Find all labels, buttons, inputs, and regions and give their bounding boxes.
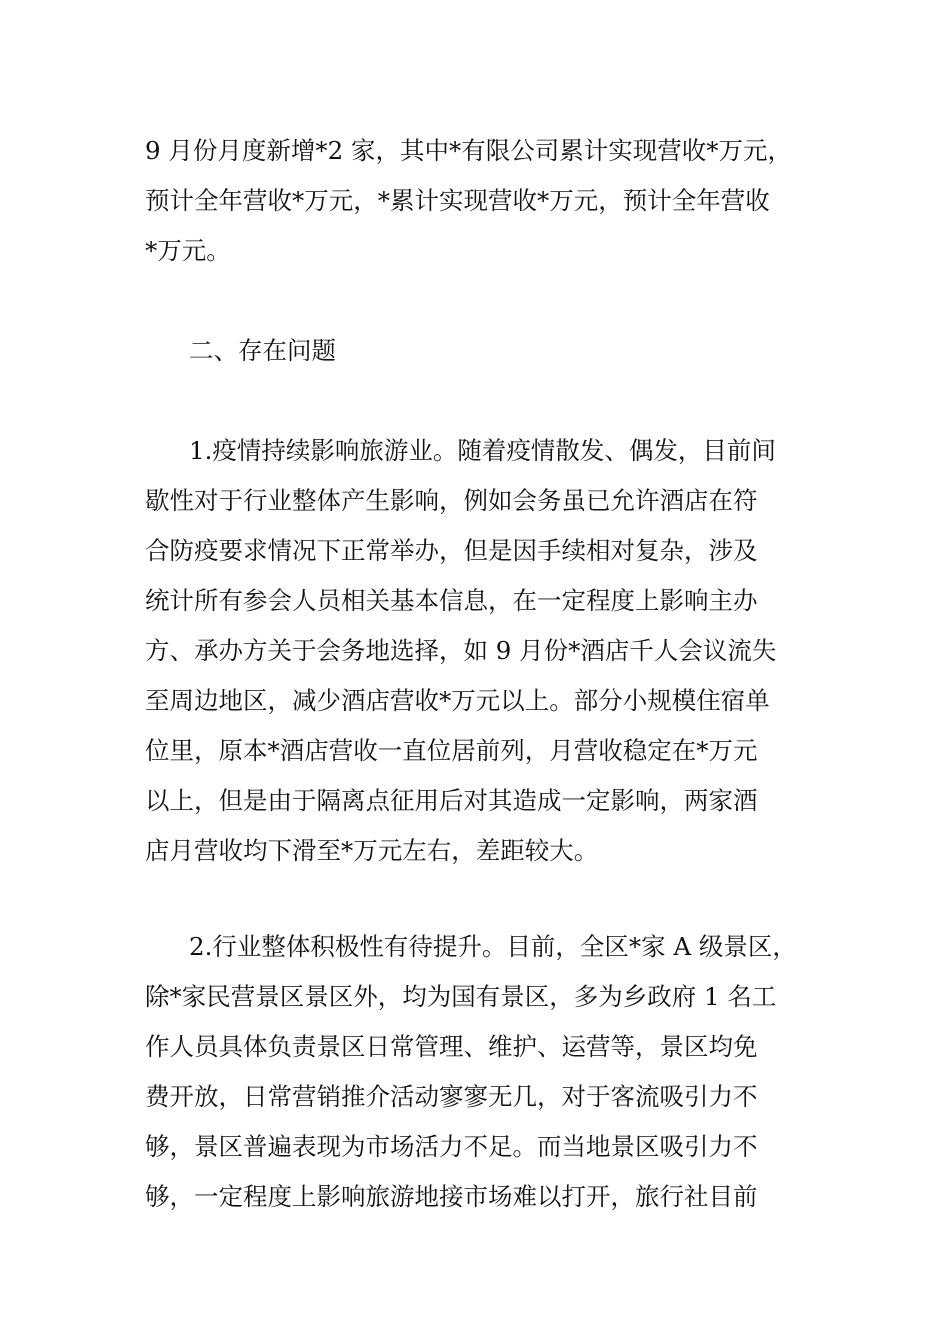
text-line: 1.疫情持续影响旅游业。随着疫情散发、偶发，目前间 bbox=[189, 436, 776, 465]
text-line: 统计所有参会人员相关基本信息，在一定程度上影响主办 bbox=[145, 586, 758, 615]
text-line: 方、承办方关于会务地选择，如 9 月份*酒店千人会议流失 bbox=[145, 636, 777, 665]
paragraph-industry-enthusiasm bbox=[145, 922, 835, 1222]
text-line: 9 月份月度新增*2 家，其中*有限公司累计实现营收*万元， bbox=[145, 136, 792, 165]
text-line: *万元。 bbox=[145, 236, 231, 265]
paragraph-revenue-summary bbox=[145, 126, 835, 276]
text-line: 店月营收均下滑至*万元左右，差距较大。 bbox=[145, 836, 599, 865]
text-line: 歇性对于行业整体产生影响，例如会务虽已允许酒店在符 bbox=[145, 486, 758, 515]
paragraph-epidemic-impact bbox=[145, 426, 835, 876]
text-line: 除*家民营景区景区外，均为国有景区，多为乡政府 1 名工 bbox=[145, 982, 777, 1011]
text-line: 预计全年营收*万元，*累计实现营收*万元，预计全年营收 bbox=[145, 186, 770, 215]
text-line: 2.行业整体积极性有待提升。目前，全区*家 A 级景区， bbox=[189, 932, 797, 961]
text-line: 作人员具体负责景区日常管理、维护、运营等，景区均免 bbox=[145, 1032, 758, 1061]
text-line: 够，一定程度上影响旅游地接市场难以打开，旅行社目前 bbox=[145, 1182, 758, 1211]
text-line: 以上，但是由于隔离点征用后对其造成一定影响，两家酒 bbox=[145, 786, 758, 815]
section-heading: 二、存在问题 bbox=[189, 336, 336, 365]
text-line: 至周边地区，减少酒店营收*万元以上。部分小规模住宿单 bbox=[145, 686, 770, 715]
text-line: 够，景区普遍表现为市场活力不足。而当地景区吸引力不 bbox=[145, 1132, 758, 1161]
text-line: 费开放，日常营销推介活动寥寥无几，对于客流吸引力不 bbox=[145, 1082, 758, 1111]
text-line: 位里，原本*酒店营收一直位居前列，月营收稳定在*万元 bbox=[145, 736, 758, 765]
text-line: 合防疫要求情况下正常举办，但是因手续相对复杂，涉及 bbox=[145, 536, 758, 565]
